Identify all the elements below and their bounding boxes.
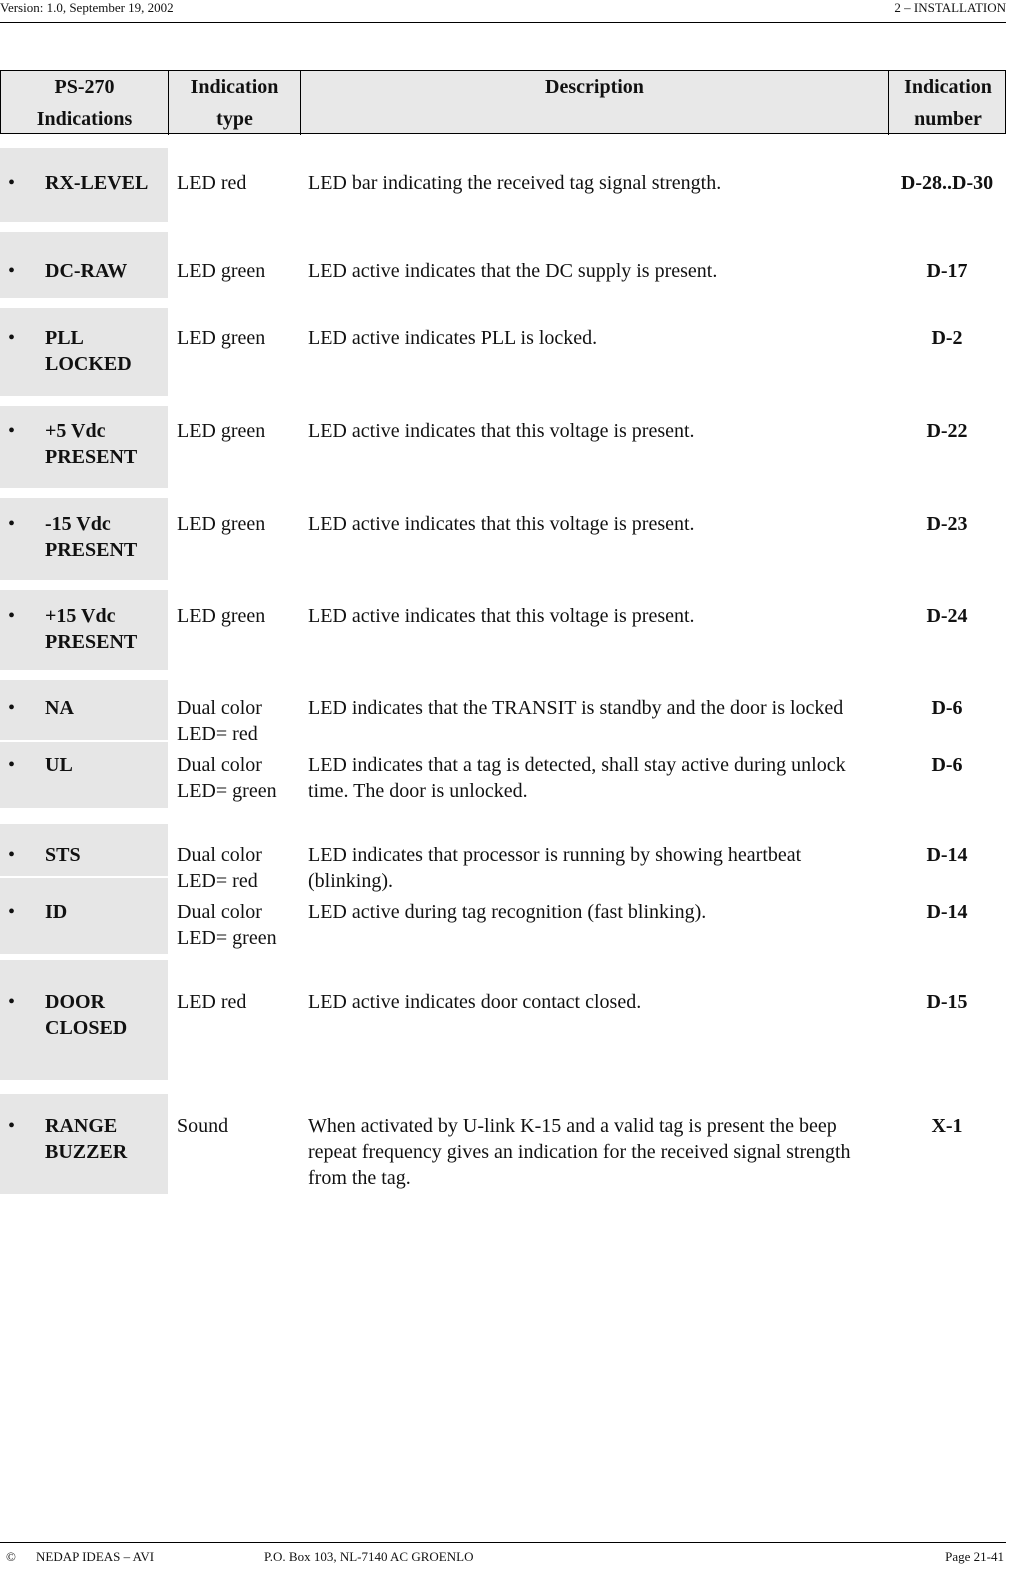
description: LED indicates that processor is running by showing heartbeat (blinking). <box>308 844 802 892</box>
bullet-icon: • <box>8 605 16 627</box>
indication-type: LED green <box>177 605 266 627</box>
col-indications: PS-270 Indications <box>1 71 169 135</box>
indication-name <box>0 406 168 488</box>
indication-name <box>0 590 168 670</box>
copyright-symbol: © <box>6 1549 16 1564</box>
bullet-icon: • <box>8 901 16 923</box>
indication-type: Dual color LED= red <box>177 697 262 745</box>
page-number: Page 21-41 <box>945 1549 1004 1564</box>
indication-name <box>0 498 168 580</box>
indication-label: -15 Vdc PRESENT <box>45 513 138 561</box>
indication-label: UL <box>45 754 73 776</box>
company-text: NEDAP IDEAS – AVI <box>36 1549 155 1564</box>
indication-label: RANGE BUZZER <box>45 1115 128 1163</box>
indication-label: PLL LOCKED <box>45 327 132 375</box>
bullet-icon: • <box>8 844 16 866</box>
indication-name <box>0 824 168 876</box>
indication-number: D-6 <box>931 697 963 719</box>
indication-label: DC-RAW <box>45 260 128 282</box>
description: When activated by U-link K-15 and a valid tag is present the beep repeat frequency gives an indication for the received signal strength from the tag. <box>308 1115 851 1189</box>
indication-label: STS <box>45 844 81 866</box>
indication-number: D-14 <box>926 844 968 866</box>
indication-type: LED green <box>177 260 266 282</box>
indication-number: D-6 <box>931 754 963 776</box>
indication-name <box>0 1094 168 1194</box>
indication-name <box>0 742 168 808</box>
indication-type: LED green <box>177 513 266 535</box>
indication-number: D-17 <box>926 260 968 282</box>
description: LED bar indicating the received tag signal strength. <box>308 172 722 194</box>
indication-number: D-22 <box>926 420 968 442</box>
description: LED indicates that a tag is detected, shall stay active during unlock time. The door is unlocked. <box>308 754 846 802</box>
bullet-icon: • <box>8 991 16 1013</box>
indication-type: Dual color LED= green <box>177 901 277 949</box>
indication-number: D-24 <box>926 605 968 627</box>
indication-name <box>0 680 168 740</box>
indication-type: Sound <box>177 1115 229 1137</box>
col-number: Indication number <box>904 76 992 130</box>
indication-name <box>0 148 168 222</box>
bullet-icon: • <box>8 172 16 194</box>
version-text: Version: 1.0, September 19, 2002 <box>0 0 174 15</box>
indication-type: Dual color LED= red <box>177 844 262 892</box>
indication-number: D-28..D-30 <box>900 172 994 194</box>
bullet-icon: • <box>8 1115 16 1137</box>
indication-label: RX-LEVEL <box>45 172 149 194</box>
col-description: Description <box>301 71 889 135</box>
bullet-icon: • <box>8 754 16 776</box>
indication-name <box>0 308 168 396</box>
indication-name <box>0 878 168 954</box>
bullet-icon: • <box>8 697 16 719</box>
indication-label: +15 Vdc PRESENT <box>45 605 138 653</box>
description: LED active during tag recognition (fast blinking). <box>308 901 707 923</box>
description: LED active indicates that this voltage is present. <box>308 420 695 442</box>
page-header <box>0 0 1006 23</box>
chapter-text: 2 – INSTALLATION <box>894 0 1006 15</box>
description: LED active indicates that this voltage is present. <box>308 513 695 535</box>
indication-type: LED red <box>177 172 247 194</box>
indication-name <box>0 960 168 1080</box>
bullet-icon: • <box>8 420 16 442</box>
indication-label: DOOR CLOSED <box>45 991 128 1039</box>
page-footer <box>0 1542 1006 1564</box>
description: LED active indicates PLL is locked. <box>308 327 598 349</box>
address-text: P.O. Box 103, NL-7140 AC GROENLO <box>264 1549 474 1564</box>
indication-label: ID <box>45 901 68 923</box>
description: LED active indicates door contact closed. <box>308 991 642 1013</box>
description: LED active indicates that the DC supply is present. <box>308 260 718 282</box>
table-header <box>0 70 1006 134</box>
indication-number: D-15 <box>926 991 968 1013</box>
indication-number: D-14 <box>926 901 968 923</box>
description: LED active indicates that this voltage is present. <box>308 605 695 627</box>
indication-label: +5 Vdc PRESENT <box>45 420 138 468</box>
indication-type: Dual color LED= green <box>177 754 277 802</box>
bullet-icon: • <box>8 327 16 349</box>
indication-number: D-2 <box>931 327 963 349</box>
description: LED indicates that the TRANSIT is standby and the door is locked <box>308 697 844 719</box>
col-type: Indication type <box>169 71 301 135</box>
indication-number: X-1 <box>931 1115 963 1137</box>
indication-type: LED green <box>177 327 266 349</box>
bullet-icon: • <box>8 260 16 282</box>
indication-name <box>0 232 168 298</box>
indication-label: NA <box>45 697 74 719</box>
indication-number: D-23 <box>926 513 968 535</box>
indication-type: LED green <box>177 420 266 442</box>
indication-type: LED red <box>177 991 247 1013</box>
bullet-icon: • <box>8 513 16 535</box>
